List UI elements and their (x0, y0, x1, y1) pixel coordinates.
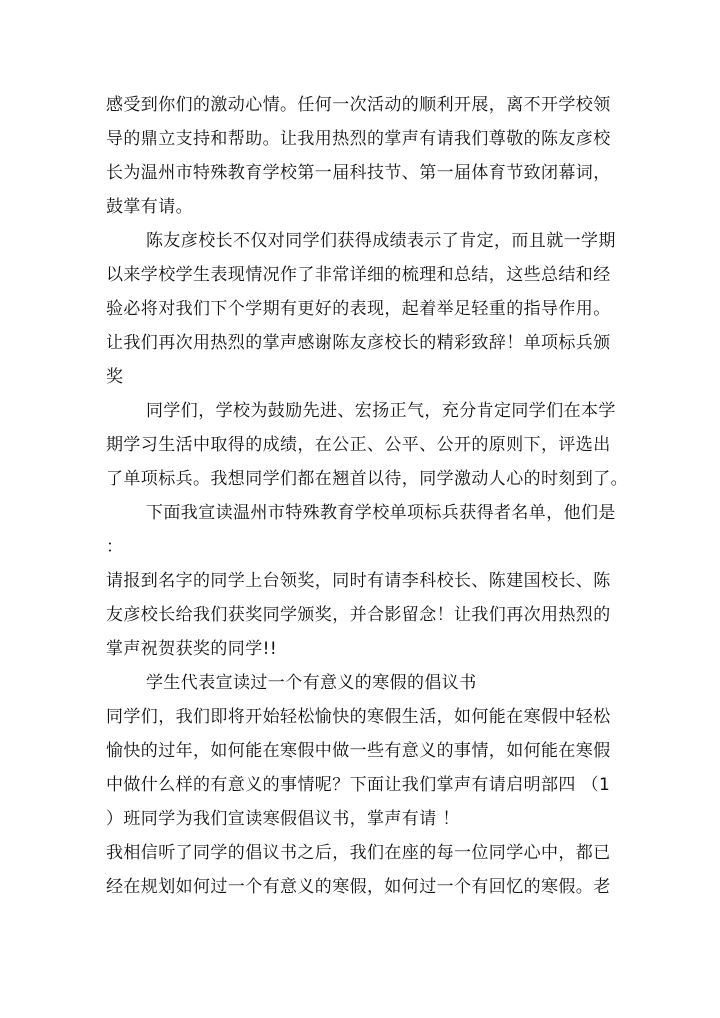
section-heading: 学生代表宣读过一个有意义的寒假的倡议书 (146, 673, 477, 693)
text-line: 长为温州市特殊教育学校第一届科技节、第一届体育节致闭幕词， (106, 163, 611, 183)
text-line: 请报到名字的同学上台领奖，同时有请李科校长、陈建国校长、陈 (106, 571, 611, 591)
text-line: 下面我宣读温州市特殊教育学校单项标兵获得者名单，他们是 (146, 503, 616, 523)
text-line: 期学习生活中取得的成绩，在公正、公平、公开的原则下，评选出 (106, 435, 611, 455)
text-line: 导的鼎立支持和帮助。让我用热烈的掌声有请我们尊敬的陈友彦校 (106, 129, 611, 149)
text-line: 我相信听了同学的倡议书之后，我们在座的每一位同学心中，都已 (106, 843, 611, 863)
text-line: 陈友彦校长不仅对同学们获得成绩表示了肯定，而且就一学期 (146, 231, 616, 251)
text-line: 验必将对我们下个学期有更好的表现，起着举足轻重的指导作用。 (106, 299, 611, 319)
text-line: ： (106, 537, 124, 557)
text-line: 友彦校长给我们获奖同学颁奖，并合影留念！让我们再次用热烈的 (106, 605, 611, 625)
text-line: 掌声祝贺获奖的同学!! (106, 639, 278, 659)
text-line: 同学们，学校为鼓励先进、宏扬正气，充分肯定同学们在本学 (146, 401, 616, 421)
text-line: 让我们再次用热烈的掌声感谢陈友彦校长的精彩致辞！单项标兵颁 (106, 333, 611, 353)
text-line: 感受到你们的激动心情。任何一次活动的顺利开展，离不开学校领 (106, 95, 611, 115)
text-line: ）班同学为我们宣读寒假倡议书，掌声有请 ！ (106, 809, 460, 829)
text-line: 鼓掌有请。 (106, 197, 193, 217)
text-line: 中做什么样的有意义的事情呢？下面让我们掌声有请启明部四 （1 (106, 775, 611, 795)
text-line: 了单项标兵。我想同学们都在翘首以待，同学激动人心的时刻到了。 (106, 469, 628, 489)
text-line: 经在规划如何过一个有意义的寒假，如何过一个有回忆的寒假。老 (106, 877, 611, 897)
text-line: 以来学校学生表现情况作了非常详细的梳理和总结，这些总结和经 (106, 265, 611, 285)
text-line: 愉快的过年，如何能在寒假中做一些有意义的事情，如何能在寒假 (106, 741, 611, 761)
text-line: 同学们，我们即将开始轻松愉快的寒假生活，如何能在寒假中轻松 (106, 707, 611, 727)
text-line: 奖 (106, 367, 124, 387)
body-text (106, 88, 626, 904)
